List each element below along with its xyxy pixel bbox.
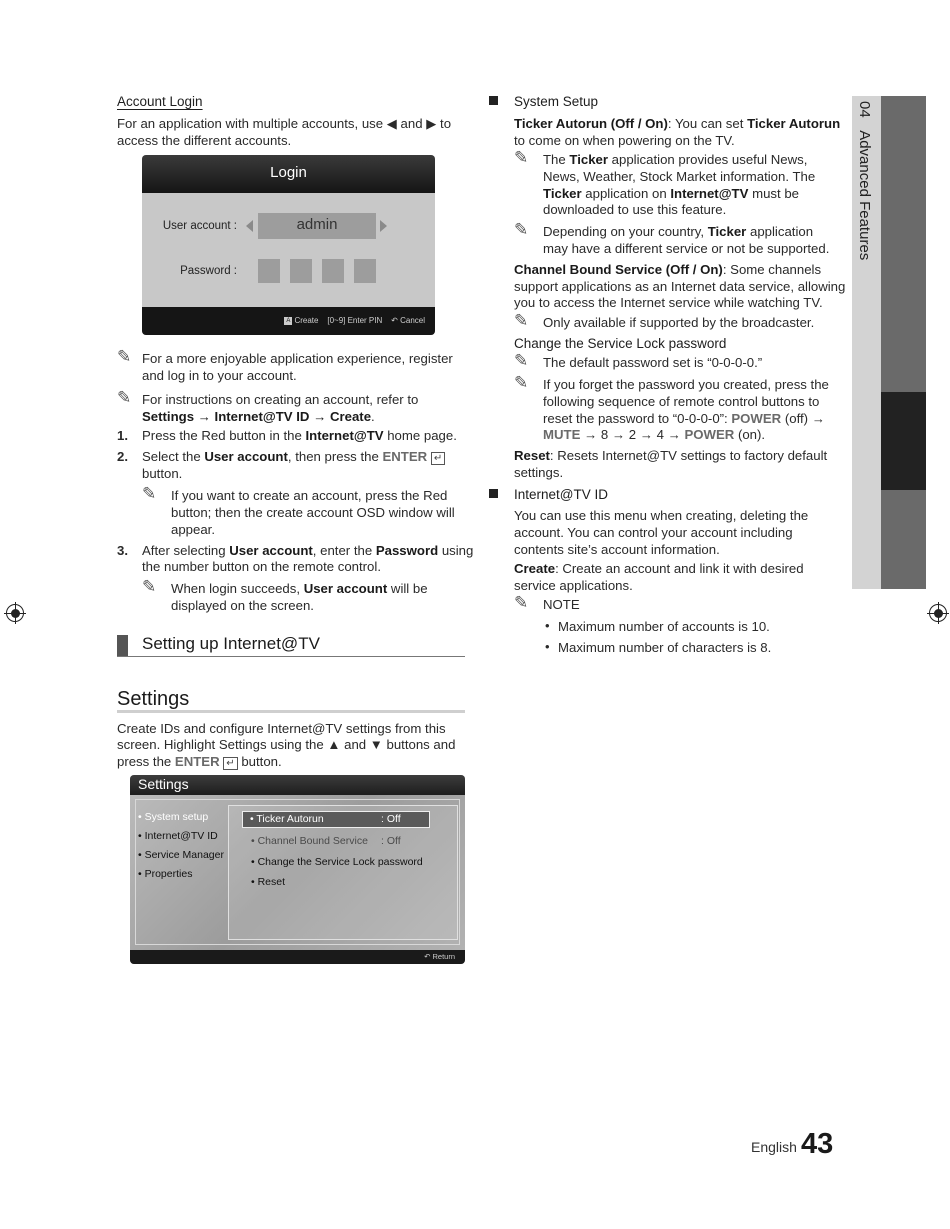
create-text: : Create an account and link it with desired — [555, 561, 804, 576]
enter-icon: ↵ — [431, 452, 445, 465]
reset-item[interactable]: • Reset — [251, 876, 286, 888]
settings-path: Settings → Internet@TV ID → Create — [142, 409, 372, 424]
enter-icon: ↵ — [223, 757, 237, 770]
pencil-note-icon: ✎ — [514, 148, 529, 168]
footer-language: English — [751, 1139, 797, 1155]
square-bullet-icon — [489, 489, 498, 498]
step-1-number: 1. — [117, 428, 128, 443]
step-3-bold1: User account — [229, 543, 313, 558]
tn-c-bold2: Internet@TV — [670, 186, 749, 201]
system-setup-text: System Setup — [514, 94, 599, 109]
ticker-bold2: Ticker Autorun — [747, 116, 841, 131]
lock-note2-line1: If you forget the password you created, press the — [543, 377, 829, 392]
pencil-note-icon: ✎ — [142, 484, 157, 504]
channel-bound-service-item[interactable]: • Channel Bound Service — [251, 835, 368, 847]
ln-c-pre: reset the password to “0-0-0-0”: — [543, 411, 732, 426]
settings-desc-post: button. — [237, 754, 282, 769]
page-number: 43 — [801, 1128, 834, 1160]
return-icon: ↶ — [391, 316, 398, 325]
channel-bold: Channel Bound Service (Off / On) — [514, 262, 723, 277]
step-3-number: 3. — [117, 543, 128, 558]
ticker-line1 — [514, 115, 840, 132]
create-line2: service applications. — [514, 578, 633, 593]
menu-properties[interactable]: • Properties — [138, 868, 193, 880]
step-3-note-line1 — [171, 580, 428, 597]
ln-d-post: (on). — [734, 427, 766, 442]
step-1-bold: Internet@TV — [305, 428, 384, 443]
tn-c-mid: application on — [581, 186, 671, 201]
arrow-right-icon[interactable] — [380, 220, 387, 232]
square-bullet-icon — [489, 96, 498, 105]
chapter-tab-label — [855, 101, 873, 260]
tv-id-heading — [514, 486, 608, 503]
settings-desc-line3 — [117, 753, 282, 770]
lock-note2-line4 — [543, 426, 765, 443]
channel-line1 — [514, 261, 821, 278]
pencil-note-icon: ✎ — [514, 593, 529, 613]
tv-id-line3: contents site’s account information. — [514, 542, 720, 557]
step-2-note-line1: If you want to create an account, press the Red — [171, 488, 448, 503]
step-2-note-line3: appear. — [171, 522, 215, 537]
section-title: Setting up Internet@TV — [142, 634, 320, 653]
menu-system-setup[interactable]: • System setup — [138, 811, 209, 823]
pin-digit-4[interactable] — [354, 259, 376, 283]
channel-note: Only available if supported by the broadcaster. — [543, 315, 815, 330]
cn-post: application — [746, 224, 814, 239]
step-3-note-pre: When login succeeds, — [171, 581, 304, 596]
menu-service-manager[interactable]: • Service Manager — [138, 849, 224, 861]
footer-create: Create — [294, 316, 319, 325]
footer-enter-pin: [0~9] Enter PIN — [327, 316, 383, 325]
pencil-note-icon: ✎ — [514, 311, 529, 331]
settings-desc-line1: Create IDs and configure Internet@TV settings from this — [117, 721, 446, 736]
pin-digit-1[interactable] — [258, 259, 280, 283]
cn-bold: Ticker — [707, 224, 747, 239]
pencil-note-icon: ✎ — [514, 220, 529, 240]
ln-c-post: (off) → — [781, 411, 825, 426]
ticker-line2: to come on when powering on the TV. — [514, 133, 735, 148]
bullet-icon: • — [545, 639, 550, 654]
system-setup-heading — [514, 93, 598, 110]
note-account-line1: For instructions on creating an account, refer to — [142, 392, 419, 407]
user-account-label: User account : — [162, 220, 237, 232]
ln-d-bold1: MUTE — [543, 427, 581, 442]
pencil-note-icon: ✎ — [514, 351, 529, 371]
step-2-number: 2. — [117, 449, 128, 464]
step-3-text — [142, 542, 473, 559]
step-2-mid: , then press the — [287, 449, 383, 464]
reset-text: : Resets Internet@TV settings to factory default — [549, 448, 828, 463]
lock-heading: Change the Service Lock password — [514, 336, 727, 351]
reset-line2: settings. — [514, 465, 564, 480]
ticker-autorun-row[interactable] — [242, 811, 430, 828]
settings-title: Settings — [117, 688, 190, 710]
return-label: Return — [432, 952, 455, 961]
pencil-note-icon: ✎ — [117, 388, 132, 408]
tn-c-post: must be — [748, 186, 799, 201]
settings-desc-pre: press the — [117, 754, 175, 769]
tv-id-line2: account. You can control your account including — [514, 525, 793, 540]
login-dialog-title: Login — [142, 155, 435, 193]
reset-bold: Reset — [514, 448, 550, 463]
step-3-mid: , enter the — [312, 543, 376, 558]
step-3-note-line2: displayed on the screen. — [171, 598, 314, 613]
step-2-bold1: User account — [204, 449, 288, 464]
section-bar — [117, 635, 128, 657]
ticker-note-line4: downloaded to use this feature. — [543, 202, 727, 217]
tv-id-heading-text: Internet@TV ID — [514, 487, 608, 502]
step-2-line2: button. — [142, 466, 183, 481]
note-account-line2 — [142, 408, 375, 425]
pin-digit-3[interactable] — [322, 259, 344, 283]
channel-bound-service-value: : Off — [381, 835, 401, 847]
footer-cancel: Cancel — [400, 316, 425, 325]
registration-mark-icon — [929, 604, 947, 622]
pin-digit-2[interactable] — [290, 259, 312, 283]
ticker-note-line3 — [543, 185, 799, 202]
chapter-number: 04 — [856, 101, 873, 118]
step-2-pre: Select the — [142, 449, 205, 464]
step-3-pre: After selecting — [142, 543, 230, 558]
arrow-left-icon[interactable] — [246, 220, 253, 232]
country-note-line2: may have a different service or not be supported. — [543, 241, 830, 256]
step-3-line2: the number button on the remote control. — [142, 559, 381, 574]
user-account-field[interactable]: admin — [258, 213, 376, 239]
settings-divider — [117, 710, 465, 713]
create-bold: Create — [514, 561, 556, 576]
section-divider — [117, 656, 465, 657]
account-login-heading: Account Login — [117, 94, 203, 109]
settings-screen-title: Settings — [130, 775, 465, 795]
menu-internet-tv-id[interactable]: • Internet@TV ID — [138, 830, 218, 842]
account-login-desc-line1: For an application with multiple accounts, use ◀ and ▶ to — [117, 116, 452, 131]
chapter-tab-dark — [881, 96, 926, 589]
tn-bold: Ticker — [569, 152, 609, 167]
enter-label: ENTER — [174, 754, 220, 769]
lock-note2-line3 — [543, 410, 825, 427]
ln-d-bold2: POWER — [684, 427, 735, 442]
ln-c-bold: POWER — [731, 411, 782, 426]
a-key-icon: A — [286, 317, 291, 324]
bullet-icon: • — [545, 618, 550, 633]
channel-text: : Some channels — [722, 262, 822, 277]
ticker-autorun-value: : Off — [381, 813, 401, 825]
create-line1 — [514, 560, 804, 577]
account-login-desc-line2: access the different accounts. — [117, 133, 292, 148]
tn-pre: The — [543, 152, 570, 167]
login-dialog — [142, 155, 435, 335]
reset-line1 — [514, 447, 827, 464]
ticker-note-line1 — [543, 151, 807, 168]
change-lock-password-item[interactable]: • Change the Service Lock password — [251, 856, 423, 868]
lock-note1: The default password set is “0-0-0-0.” — [543, 355, 763, 370]
settings-desc-line2: screen. Highlight Settings using the ▲ and ▼ buttons and — [117, 737, 456, 752]
period: . — [371, 409, 375, 424]
chapter-tab-marker — [881, 392, 926, 490]
ticker-autorun-label: • Ticker Autorun — [250, 813, 324, 825]
step-1-post: home page. — [383, 428, 457, 443]
step-1-text — [142, 427, 457, 444]
step-3-note-bold: User account — [303, 581, 388, 596]
step-3-note-post: will be — [387, 581, 428, 596]
channel-line3: you to access the Internet service while watching TV. — [514, 295, 823, 310]
bullet-max-characters: Maximum number of characters is 8. — [558, 640, 772, 655]
pencil-note-icon: ✎ — [117, 347, 132, 367]
tn-c-bold1: Ticker — [543, 186, 582, 201]
tv-id-line1: You can use this menu when creating, deleting the — [514, 508, 809, 523]
return-icon: ↶ — [424, 952, 431, 961]
note-register-line2: and log in to your account. — [142, 368, 297, 383]
chapter-title: Advanced Features — [856, 130, 873, 261]
settings-screen — [130, 775, 465, 964]
step-3-post: using — [438, 543, 474, 558]
password-label: Password : — [180, 265, 237, 277]
settings-screen-footer — [130, 950, 465, 964]
note-label: NOTE — [543, 597, 580, 612]
ticker-text: : You can set — [667, 116, 748, 131]
tn-post: application provides useful News, — [608, 152, 808, 167]
cn-pre: Depending on your country, — [543, 224, 708, 239]
step-2-text — [142, 448, 445, 465]
login-dialog-footer — [142, 307, 435, 335]
country-note-line1 — [543, 223, 813, 240]
lock-note2-line2: following sequence of remote control buttons to — [543, 394, 820, 409]
pencil-note-icon: ✎ — [514, 373, 529, 393]
step-1-pre: Press the Red button in the — [142, 428, 306, 443]
step-2-note-line2: button; then the create account OSD window will — [171, 505, 455, 520]
step-3-bold2: Password — [375, 543, 439, 558]
ticker-bold: Ticker Autorun (Off / On) — [514, 116, 668, 131]
note-register-line1: For a more enjoyable application experience, register — [142, 351, 453, 366]
ticker-note-line2: News, Weather, Stock Market information. The — [543, 169, 816, 184]
ln-d-mid: → 8 → 2 → 4 → — [580, 427, 685, 442]
pencil-note-icon: ✎ — [142, 577, 157, 597]
channel-line2: support applications as an Internet data service, allowing — [514, 279, 846, 294]
registration-mark-icon — [6, 604, 24, 622]
bullet-max-accounts: Maximum number of accounts is 10. — [558, 619, 770, 634]
enter-label: ENTER — [382, 449, 428, 464]
